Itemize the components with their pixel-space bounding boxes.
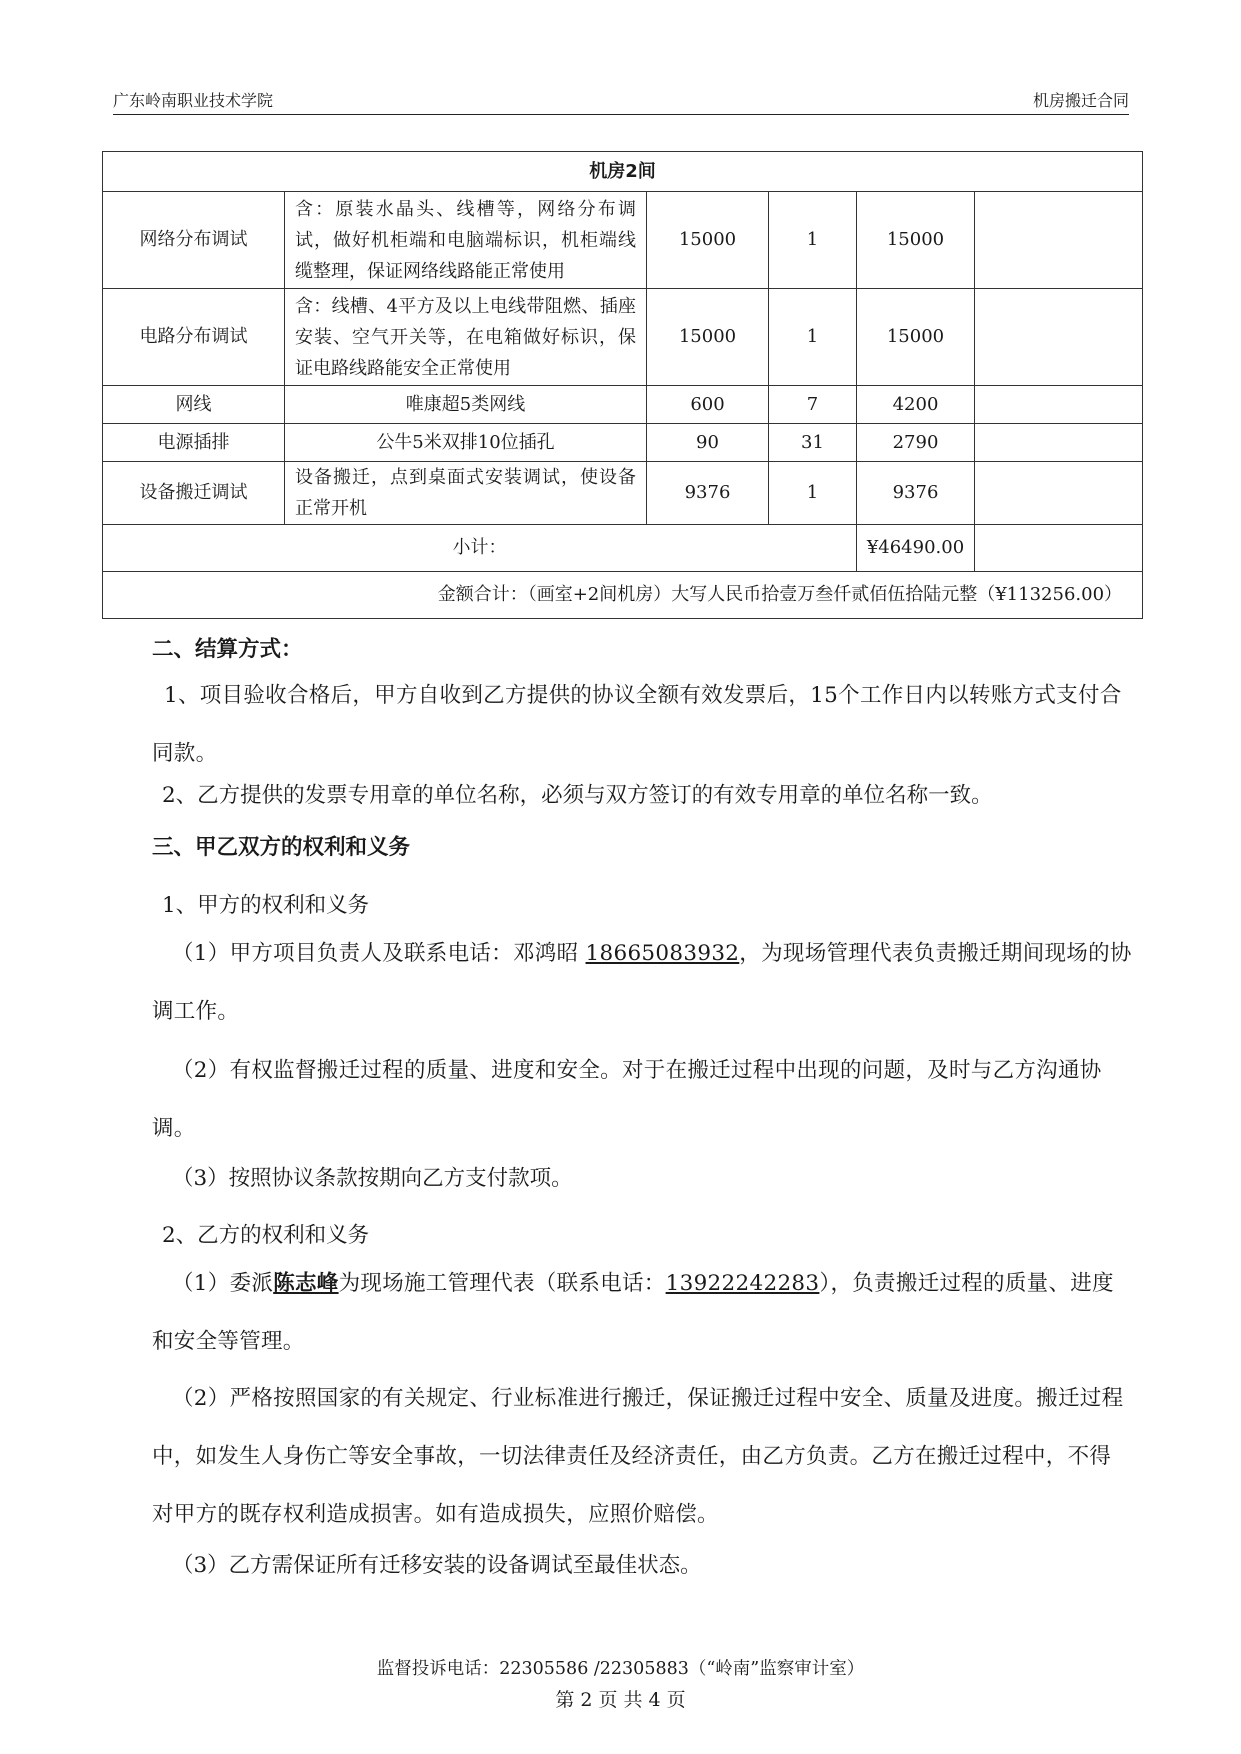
grand-total: 金额合计：（画室+2间机房）大写人民币拾壹万叁仟贰佰伍拾陆元整（¥113256.00）: [103, 572, 1143, 619]
grand-total-row: [103, 572, 1143, 619]
table-row: [103, 289, 1143, 386]
party-b-clause-3: （3）乙方需保证所有迁移安装的设备调试至最佳状态。: [172, 1553, 702, 1578]
item-name: 网线: [103, 386, 285, 424]
header-doc-title: 机房搬迁合同: [1032, 91, 1129, 110]
party-b-clause-1-pre: （1）委派: [172, 1271, 274, 1296]
page-header: [113, 86, 1129, 115]
item-price: 15000: [647, 289, 769, 386]
item-desc: 设备搬迁，点到桌面式安装调试，使设备正常开机: [285, 462, 647, 525]
section-rights-heading: 三、甲乙双方的权利和义务: [152, 835, 411, 860]
footer-complaint: 监督投诉电话：22305586 /22305883（“岭南”监察审计室）: [376, 1659, 865, 1679]
party-b-clause-1-post: ），负责搬迁过程的质量、进度和安全等管理。: [152, 1271, 1114, 1354]
item-note: [975, 289, 1143, 386]
party-a-clause-2: （2）有权监督搬迁过程的质量、进度和安全。对于在搬迁过程中出现的问题，及时与乙方沟通协调。: [152, 1058, 1102, 1141]
item-amount: 9376: [857, 462, 975, 525]
party-b-clause-1: [152, 1255, 1132, 1371]
item-qty: 7: [769, 386, 857, 424]
item-note: [975, 386, 1143, 424]
header-school: 广东岭南职业技术学院: [113, 91, 274, 110]
party-a-clause-3: （3）按照协议条款按期向乙方支付款项。: [172, 1166, 573, 1191]
party-b-clause-2: （2）严格按照国家的有关规定、行业标准进行搬迁，保证搬迁过程中安全、质量及进度。搬迁过程中，如发生人身伤亡等安全事故，一切法律责任及经济责任，由乙方负责。乙方在搬迁过程中，不得对甲方的既存权利造成损害。如有造成损失，应照价赔偿。: [152, 1386, 1124, 1527]
item-amount: 2790: [857, 424, 975, 462]
footer-page-number: 第 2 页 共 4 页: [555, 1689, 686, 1711]
table-row: [103, 192, 1143, 289]
item-name: 网络分布调试: [103, 192, 285, 289]
item-qty: 31: [769, 424, 857, 462]
item-price: 90: [647, 424, 769, 462]
item-note: [975, 462, 1143, 525]
item-price: 600: [647, 386, 769, 424]
party-a-clause-1: [152, 925, 1132, 1041]
subtotal-note: [975, 525, 1143, 572]
party-b-title: 2、乙方的权利和义务: [162, 1223, 370, 1248]
item-amount: 15000: [857, 192, 975, 289]
item-name: 设备搬迁调试: [103, 462, 285, 525]
item-price: 15000: [647, 192, 769, 289]
item-desc: 含：原装水晶头、线槽等，网络分布调试，做好机柜端和电脑端标识，机柜端线缆整理，保证网络线路能正常使用: [285, 192, 647, 289]
item-amount: 4200: [857, 386, 975, 424]
party-a-clause-1-pre: （1）甲方项目负责人及联系电话：邓鸿昭: [172, 941, 586, 966]
item-desc: 含：线槽、4平方及以上电线带阻燃、插座安装、空气开关等，在电箱做好标识，保证电路线路能安全正常使用: [285, 289, 647, 386]
item-name: 电路分布调试: [103, 289, 285, 386]
settlement-clause-2: 2、乙方提供的发票专用章的单位名称，必须与双方签订的有效专用章的单位名称一致。: [162, 783, 993, 808]
item-desc: 公牛5米双排10位插孔: [285, 424, 647, 462]
item-amount: 15000: [857, 289, 975, 386]
table-title-row: [103, 152, 1143, 192]
party-b-rep-name: 陈志峰: [273, 1271, 339, 1296]
item-desc: 唯康超5类网线: [285, 386, 647, 424]
table-title: 机房2间: [103, 152, 1143, 192]
subtotal-label: 小计：: [103, 525, 857, 572]
subtotal-row: [103, 525, 1143, 572]
item-price: 9376: [647, 462, 769, 525]
item-note: [975, 192, 1143, 289]
section-settlement-heading: 二、结算方式：: [152, 637, 303, 662]
item-note: [975, 424, 1143, 462]
item-qty: 1: [769, 462, 857, 525]
party-a-clause-1-post: ，为现场管理代表负责搬迁期间现场的协调工作。: [152, 941, 1132, 1024]
party-b-clause-1-mid: 为现场施工管理代表（联系电话：: [338, 1271, 666, 1296]
settlement-clause-1: 1、项目验收合格后，甲方自收到乙方提供的协议全额有效发票后，15个工作日内以转账方式支付合同款。: [152, 683, 1122, 766]
subtotal-value: ¥46490.00: [857, 525, 975, 572]
items-table: [102, 151, 1143, 619]
table-row: [103, 462, 1143, 525]
party-a-title: 1、甲方的权利和义务: [162, 893, 370, 918]
party-a-phone: 18665083932: [585, 941, 740, 966]
table-row: [103, 424, 1143, 462]
item-name: 电源插排: [103, 424, 285, 462]
table-row: [103, 386, 1143, 424]
item-qty: 1: [769, 192, 857, 289]
item-qty: 1: [769, 289, 857, 386]
party-b-phone: 13922242283: [665, 1271, 820, 1296]
